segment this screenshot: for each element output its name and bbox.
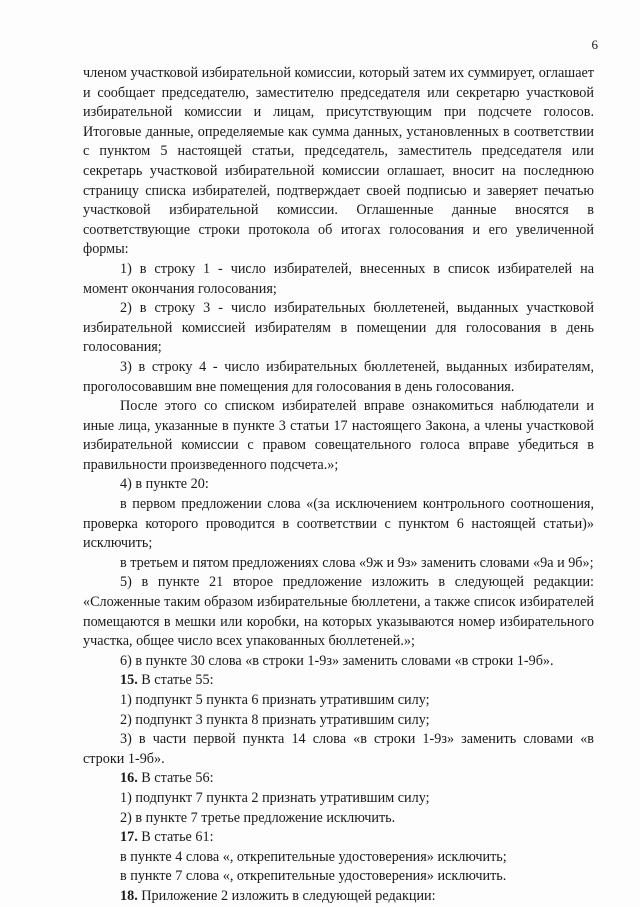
- paragraph: 1) подпункт 5 пункта 6 признать утратившим силу;: [120, 692, 430, 708]
- section-heading-paragraph: [83, 769, 594, 789]
- page-number: 6: [591, 37, 598, 52]
- section-text: Приложение 2 изложить в следующей редакции:: [137, 887, 436, 904]
- paragraph: 3) в части первой пункта 14 слова «в строки 1-9з» заменить словами «в строки 1-9б».: [83, 731, 594, 767]
- section-number: 16.: [120, 770, 138, 787]
- section-text: В статье 56:: [137, 770, 214, 787]
- section-heading-paragraph: [83, 828, 594, 848]
- section-text: В статье 55:: [137, 672, 214, 689]
- paragraph: 1) в строку 1 - число избирателей, внесенных в список избирателей на момент окончания голосования;: [83, 260, 594, 297]
- paragraph: 2) подпункт 3 пункта 8 признать утратившим силу;: [120, 711, 430, 728]
- section-number: 17.: [120, 829, 138, 846]
- document-body: [83, 64, 594, 907]
- paragraph: 6) в пункте 30 слова «в строки 1-9з» заменить словами «в строки 1-9б».: [120, 652, 554, 669]
- paragraph: в пункте 7 слова «, открепительные удостоверения» исключить.: [120, 868, 507, 885]
- paragraph: 2) в строку 3 - число избирательных бюллетеней, выданных участковой избирательной комиссией избирателям в помещении для голосования в день голосования;: [83, 300, 594, 356]
- paragraph: 4) в пункте 20:: [120, 476, 209, 493]
- section-heading-paragraph: [83, 671, 594, 691]
- section-number: 18.: [120, 887, 138, 904]
- paragraph: в третьем и пятом предложениях слова «9ж и 9з» заменить словами «9а и 9б»;: [120, 554, 594, 571]
- paragraph: 3) в строку 4 - число избирательных бюллетеней, выданных избирателям, проголосовавшим вне помещения для голосования в день голосования.: [83, 358, 594, 395]
- paragraph: 1) подпункт 7 пункта 2 признать утратившим силу;: [120, 789, 430, 806]
- paragraph: членом участковой избирательной комиссии, который затем их суммирует, оглашает и сообщает председателю, заместителю председателя или секретарю участковой избирательной комиссии и лицам, присутствующим при подсчете голосов. Итоговые данные, определяемые как сумма данных, установленных в соответствии с пунктом 5 настоящей статьи, председатель, заместитель председателя или секретарь участковой избирательной комиссии оглашает, вносит на последнюю страницу списка избирателей, подтверждает своей подписью и заверяет печатью участковой избирательной комиссии. Оглашенные данные вносятся в соответствующие строки протокола об итогах голосования и его увеличенной формы:: [83, 65, 594, 258]
- section-heading-paragraph: [83, 887, 594, 907]
- section-number: 15.: [120, 672, 138, 689]
- section-text: В статье 61:: [137, 829, 214, 846]
- paragraph: 2) в пункте 7 третье предложение исключить.: [120, 809, 396, 826]
- paragraph: в первом предложении слова «(за исключением контрольного соотношения, проверка которого проводится в соответствии с пунктом 6 настоящей статьи)» исключить;: [83, 496, 594, 552]
- paragraph: 5) в пункте 21 второе предложение изложить в следующей редакции: «Сложенные таким образом избирательные бюллетени, а также список избирателей помещаются в мешки или коробки, на которых указываются номер избирательного участка, общее число всех упакованных бюллетеней.»;: [83, 574, 594, 650]
- paragraph: После этого со списком избирателей вправе ознакомиться наблюдатели и иные лица, указанные в пункте 3 статьи 17 настоящего Закона, а члены участковой избирательной комиссии с правом совещательного голоса вправе убедиться в правильности произведенного подсчета.»;: [83, 398, 594, 473]
- paragraph: в пункте 4 слова «, открепительные удостоверения» исключить;: [120, 848, 507, 865]
